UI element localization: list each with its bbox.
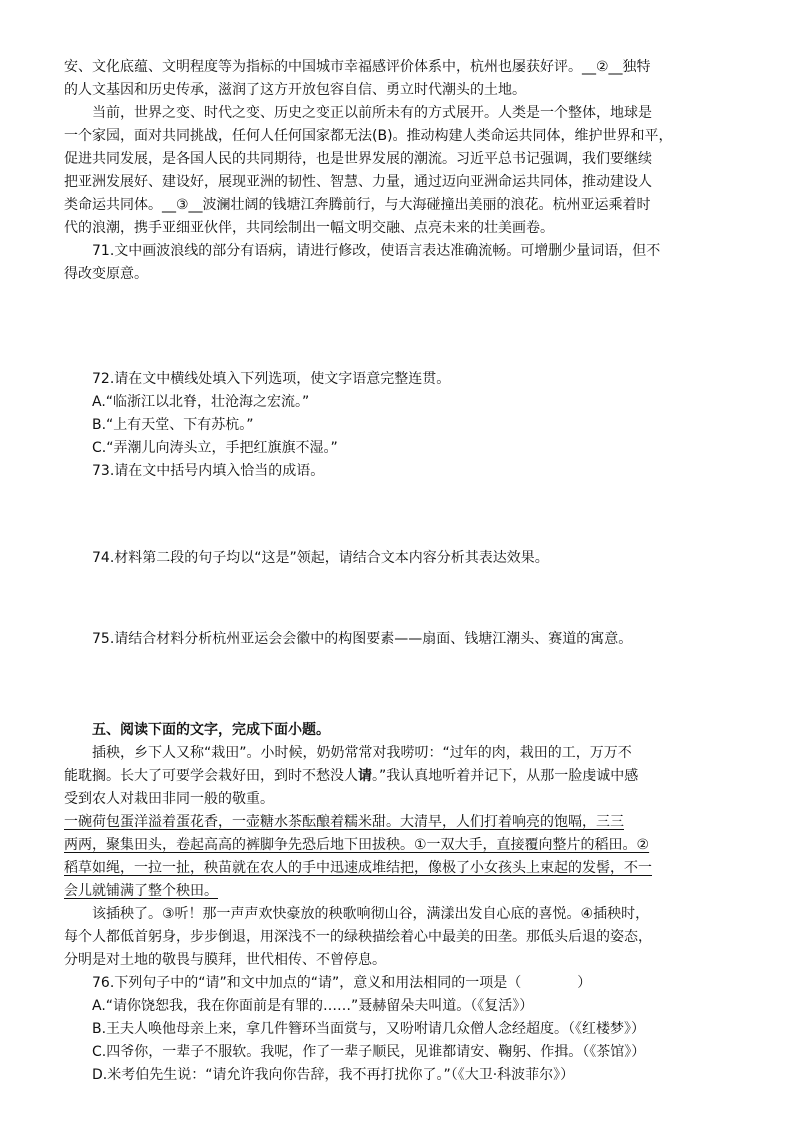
text-line: 分明是对土地的敬畏与膜拜，世代相传、不曾停息。 [64,952,386,968]
question-text: 得改变原意。 [64,266,148,282]
text-line: 受到农人对栽田非同一般的敬重。 [64,791,274,807]
text-line: 每个人都低首躬身，步步倒退，用深浅不一的绿秧描绘着心中最美的田垄。那低头后退的姿态， [64,929,652,945]
text-segment: 能耽搁。长大了可要学会栽好田，到时不愁没人 [64,768,358,784]
question-71 [64,240,744,286]
text-line: 安、文化底蕴、文明程度等为指标的中国城市幸福感评价体系中，杭州也屡获好评。__②__独特 [64,59,651,75]
option-c: C.四爷你，一辈子不服软。我呢，作了一辈子顺民，见谁都请安、鞠躬、作揖。（《茶馆》） [92,1044,646,1060]
text-line: 类命运共同体。__③__波澜壮阔的钱塘江奔腾前行，与大海碰撞出美丽的浪花。杭州亚运乘着时 [64,197,651,213]
text-line: 一个家园，面对共同挑战，任何人任何国家都无法(B)。推动构建人类命运共同体，维护世界和平， [64,128,673,144]
option-a: A.“临浙江以北脊，壮沧海之宏流。” [92,394,310,410]
underlined-line: 一碗荷包蛋洋溢着蛋花香，一壶糖水茶酝酿着糯米甜。大清早，人们打着响亮的饱嗝，三三 [64,814,624,830]
text-line: 该插秧了。③听！那一声声欢快豪放的秧歌响彻山谷，满漾出发自心底的喜悦。④插秧时， [92,906,650,922]
question-73: 73.请在文中括号内填入恰当的成语。 [92,463,325,479]
paragraph-1 [64,56,744,102]
question-stem: 72.请在文中横线处填入下列选项，使文字语意完整连贯。 [92,371,451,387]
text-line: 当前，世界之变、时代之变、历史之变正以前所未有的方式展开。人类是一个整体，地球是 [92,105,652,121]
paragraph-2 [64,102,744,240]
underlined-line: 会儿就铺满了整个秧田。 [64,883,218,899]
text-line: 插秧，乡下人又称“栽田”。小时候，奶奶常常对我唠叨：“过年的肉，栽田的工，万万不 [92,745,632,761]
question-75: 75.请结合材料分析杭州亚运会会徽中的构图要素——扇面、钱塘江潮头、赛道的寓意。 [92,631,633,647]
answer-space [64,483,744,547]
text-line: 的人文基因和历史传承，滋润了这方开放包容自信、勇立时代潮头的土地。 [64,82,526,98]
question-stem: 76.下列句子中的“请”和文中加点的“请”，意义和用法相同的一项是（ ） [92,975,592,991]
text-line: 促进共同发展，是各国人民的共同期待，也是世界发展的潮流。习近平总书记强调，我们要继续 [64,151,652,167]
question-74: 74.材料第二段的句子均以“这是”领起，请结合文本内容分析其表达效果。 [92,550,549,566]
option-b: B.“上有天堂、下有苏杭。” [92,417,254,433]
option-c: C.“弄潮儿向涛头立，手把红旗旗不湿。” [92,440,338,456]
option-b: B.王夫人唤他母亲上来，拿几件簪环当面赏与，又吩咐请几众僧人念经超度。（《红楼梦》） [92,1021,646,1037]
question-76 [64,972,744,1087]
underlined-line: 稻草如绳，一拉一扯，秧苗就在农人的手中迅速成堆结把，像极了小女孩头上束起的发髻，不一 [64,860,652,876]
answer-space [64,651,744,719]
text-line: 代的浪潮，携手亚细亚伙伴，共同绘制出一幅文明交融、点亮未来的壮美画卷。 [64,220,554,236]
paragraph-3 [64,742,744,811]
text-segment: 。”我认真地听着并记下，从那一脸虔诚中感 [372,768,639,784]
question-text: 71.文中画波浪线的部分有语病，请进行修改，使语言表达准确流畅。可增删少量词语，但不 [92,243,661,259]
answer-space [64,570,744,628]
option-d: D.米考伯先生说：“请允许我向你告辞，我不再打扰你了。”（《大卫·科波菲尔》） [92,1067,575,1083]
answer-space [64,286,744,368]
document-page [64,56,744,1087]
paragraph-5 [64,903,744,972]
underlined-line: 两两，聚集田头，卷起高高的裤脚争先恐后地下田拔秧。①一双大手，直接覆向整片的稻田。② [64,837,650,853]
dotted-word: 请 [358,768,372,784]
option-a: A.“请你饶恕我，我在你面前是有罪的……”聂赫留朵夫叫道。（《复活》） [92,998,534,1014]
text-line: 把亚洲发展好、建设好，展现亚洲的韧性、智慧、力量，通过迈向亚洲命运共同体，推动建设人 [64,174,652,190]
text-line [64,765,744,788]
section-heading: 五、阅读下面的文字，完成下面小题。 [92,722,330,738]
paragraph-4 [64,811,744,903]
question-72 [64,368,744,460]
